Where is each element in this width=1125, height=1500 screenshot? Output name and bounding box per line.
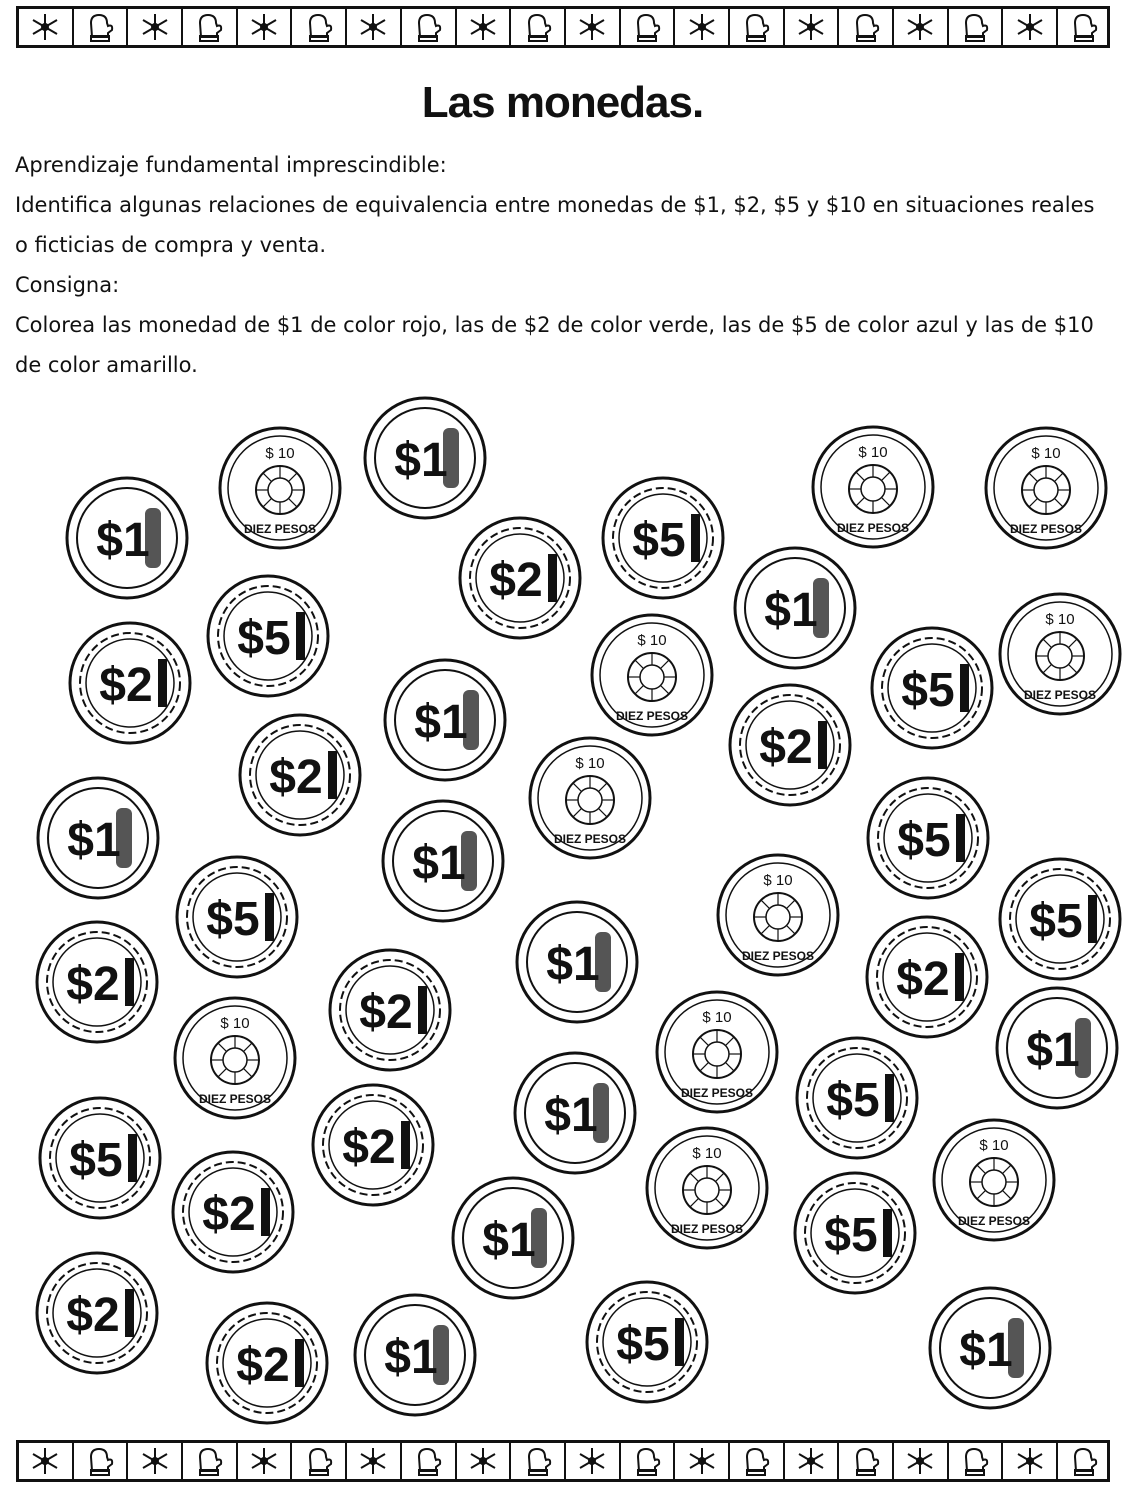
coin-value-text: $5 xyxy=(69,1134,123,1187)
mitten-icon xyxy=(1058,1443,1110,1479)
mitten-icon xyxy=(183,1443,238,1479)
bottom-border xyxy=(16,1440,1110,1482)
coin-5-pesos xyxy=(797,1038,917,1158)
snowflake-icon xyxy=(457,1443,512,1479)
coin-value-text: $5 xyxy=(632,514,686,567)
coin-value-text: $1 xyxy=(394,434,448,487)
coin-2-pesos xyxy=(330,950,450,1070)
coin-1-pesos xyxy=(735,548,855,668)
coin-2-pesos xyxy=(460,518,580,638)
coin-1-pesos xyxy=(67,478,187,598)
coin-10-pesos xyxy=(530,738,650,858)
coin-5-pesos xyxy=(872,628,992,748)
coin-value-text: $ 10 xyxy=(637,632,667,649)
coin-10-pesos xyxy=(220,428,340,548)
coin-value-text: $2 xyxy=(342,1121,396,1174)
coin-value-text: $2 xyxy=(202,1188,256,1241)
coin-value-text: $ 10 xyxy=(763,872,793,889)
coin-value-text: $ 10 xyxy=(265,445,295,462)
mitten-icon xyxy=(730,1443,785,1479)
coin-5-pesos xyxy=(1000,859,1120,979)
mitten-icon xyxy=(839,1443,894,1479)
coin-value-text: $1 xyxy=(1026,1024,1080,1077)
mitten-icon xyxy=(292,1443,347,1479)
coin-value-text: $5 xyxy=(237,612,291,665)
coin-value-text: $2 xyxy=(236,1339,290,1392)
coin-10-pesos xyxy=(813,427,933,547)
coin-10-pesos xyxy=(1000,594,1120,714)
coin-value-text: $ 10 xyxy=(702,1009,732,1026)
snowflake-icon xyxy=(238,1443,293,1479)
coin-value-text: $ 10 xyxy=(1031,445,1061,462)
coin-2-pesos xyxy=(37,922,157,1042)
snowflake-icon xyxy=(19,1443,74,1479)
coin-value-text: $ 10 xyxy=(575,755,605,772)
coin-value-text: $2 xyxy=(269,751,323,804)
coin-value-text: $1 xyxy=(959,1324,1013,1377)
coin-1-pesos xyxy=(515,1053,635,1173)
coin-value-text: $5 xyxy=(206,893,260,946)
coin-value-text: $2 xyxy=(759,721,813,774)
coin-words-text: DIEZ PESOS xyxy=(741,949,815,963)
snowflake-icon xyxy=(1003,1443,1058,1479)
snowflake-icon xyxy=(894,1443,949,1479)
coin-value-text: $5 xyxy=(1029,895,1083,948)
instructions-text: Colorea las monedad de $1 de color rojo, las de $2 de color verde, las de $5 de color azul y las de $10 de color amarillo. xyxy=(15,313,1094,377)
instructions-heading: Consigna: xyxy=(15,273,120,297)
coin-value-text: $1 xyxy=(412,837,466,890)
coin-value-text: $1 xyxy=(544,1089,598,1142)
coin-words-text: DIEZ PESOS xyxy=(1009,522,1083,536)
coin-value-text: $5 xyxy=(901,664,955,717)
coin-value-text: $ 10 xyxy=(858,444,888,461)
coin-2-pesos xyxy=(70,623,190,743)
coin-5-pesos xyxy=(587,1282,707,1402)
coin-5-pesos xyxy=(177,857,297,977)
coin-words-text: DIEZ PESOS xyxy=(198,1092,272,1106)
coin-5-pesos xyxy=(795,1173,915,1293)
coin-2-pesos xyxy=(730,685,850,805)
coin-value-text: $ 10 xyxy=(979,1137,1009,1154)
snowflake-icon xyxy=(785,1443,840,1479)
coin-10-pesos xyxy=(175,998,295,1118)
learning-text: Identifica algunas relaciones de equivalencia entre monedas de $1, $2, $5 y $10 en situaciones reales o ficticias de compra y venta. xyxy=(15,193,1095,257)
coin-1-pesos xyxy=(517,902,637,1022)
coin-words-text: DIEZ PESOS xyxy=(1023,688,1097,702)
coin-value-text: $1 xyxy=(67,814,121,867)
coin-value-text: $2 xyxy=(489,554,543,607)
coin-value-text: $5 xyxy=(897,814,951,867)
coin-value-text: $5 xyxy=(616,1318,670,1371)
coin-words-text: DIEZ PESOS xyxy=(553,832,627,846)
coin-value-text: $1 xyxy=(384,1331,438,1384)
coin-value-text: $2 xyxy=(66,958,120,1011)
coin-2-pesos xyxy=(313,1085,433,1205)
page-title: Las monedas. xyxy=(421,78,704,127)
coin-2-pesos xyxy=(240,715,360,835)
learning-heading: Aprendizaje fundamental imprescindible: xyxy=(15,153,447,177)
coin-10-pesos xyxy=(592,615,712,735)
mitten-icon xyxy=(949,1443,1004,1479)
coin-value-text: $5 xyxy=(826,1074,880,1127)
coin-10-pesos xyxy=(718,855,838,975)
coin-1-pesos xyxy=(355,1295,475,1415)
coin-2-pesos xyxy=(207,1303,327,1423)
coin-1-pesos xyxy=(997,988,1117,1108)
coin-2-pesos xyxy=(173,1152,293,1272)
coin-5-pesos xyxy=(603,478,723,598)
coin-value-text: $2 xyxy=(359,986,413,1039)
coin-1-pesos xyxy=(453,1178,573,1298)
snowflake-icon xyxy=(675,1443,730,1479)
coin-words-text: DIEZ PESOS xyxy=(615,709,689,723)
coin-words-text: DIEZ PESOS xyxy=(957,1214,1031,1228)
coin-value-text: $ 10 xyxy=(220,1015,250,1032)
mitten-icon xyxy=(621,1443,676,1479)
snowflake-icon xyxy=(566,1443,621,1479)
coin-5-pesos xyxy=(40,1098,160,1218)
coin-1-pesos xyxy=(383,801,503,921)
coin-words-text: DIEZ PESOS xyxy=(670,1222,744,1236)
coin-10-pesos xyxy=(986,428,1106,548)
coin-value-text: $ 10 xyxy=(1045,611,1075,628)
coin-words-text: DIEZ PESOS xyxy=(836,521,910,535)
coin-value-text: $1 xyxy=(96,514,150,567)
coin-value-text: $2 xyxy=(99,659,153,712)
coin-value-text: $ 10 xyxy=(692,1145,722,1162)
coin-2-pesos xyxy=(867,917,987,1037)
snowflake-icon xyxy=(347,1443,402,1479)
coin-5-pesos xyxy=(208,576,328,696)
coin-value-text: $2 xyxy=(66,1289,120,1342)
coin-words-text: DIEZ PESOS xyxy=(680,1086,754,1100)
coin-1-pesos xyxy=(365,398,485,518)
coin-value-text: $1 xyxy=(482,1214,536,1267)
coin-value-text: $1 xyxy=(414,696,468,749)
mitten-icon xyxy=(402,1443,457,1479)
coin-1-pesos xyxy=(930,1288,1050,1408)
mitten-icon xyxy=(74,1443,129,1479)
coin-value-text: $2 xyxy=(896,953,950,1006)
coin-10-pesos xyxy=(934,1120,1054,1240)
mitten-icon xyxy=(511,1443,566,1479)
coin-value-text: $1 xyxy=(546,938,600,991)
coin-words-text: DIEZ PESOS xyxy=(243,522,317,536)
coin-5-pesos xyxy=(868,778,988,898)
coin-2-pesos xyxy=(37,1253,157,1373)
coin-10-pesos xyxy=(657,992,777,1112)
coin-value-text: $1 xyxy=(764,584,818,637)
coin-10-pesos xyxy=(647,1128,767,1248)
coin-value-text: $5 xyxy=(824,1209,878,1262)
coin-1-pesos xyxy=(38,778,158,898)
snowflake-icon xyxy=(128,1443,183,1479)
coin-1-pesos xyxy=(385,660,505,780)
